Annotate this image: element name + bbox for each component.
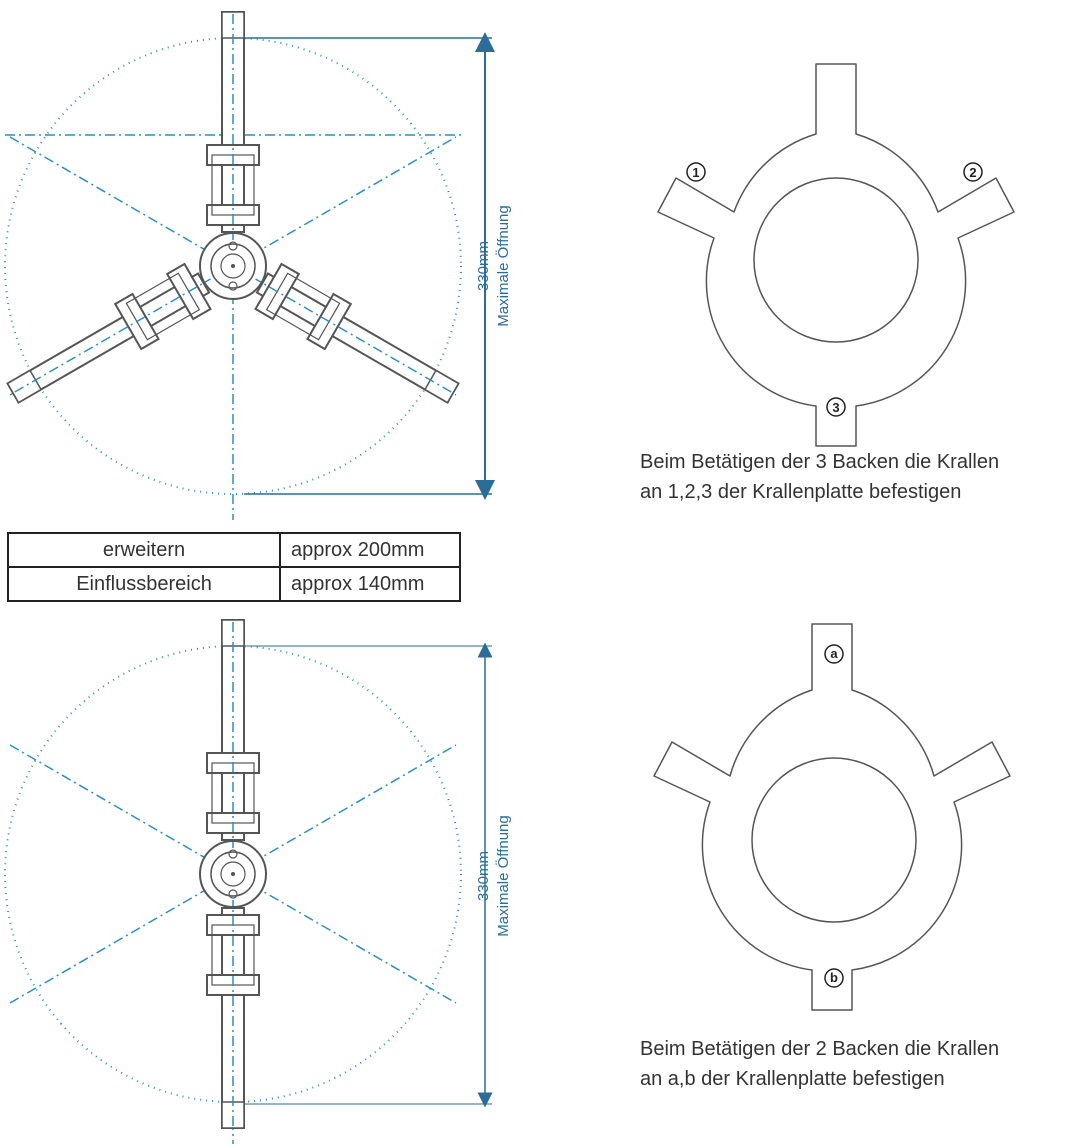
two-jaw-puller-drawing [5, 620, 512, 1144]
caption-line: an a,b der Krallenplatte befestigen [640, 1068, 945, 1090]
plate-bore [754, 178, 918, 342]
spec-table [7, 532, 461, 602]
marker-1 [687, 163, 705, 181]
dimension-bottom-label: Maximale Öffnung [495, 815, 512, 937]
marker-1-label: 1 [692, 165, 700, 180]
claw-plate-three [658, 64, 1014, 446]
table-row [8, 533, 460, 567]
marker-3 [827, 398, 845, 416]
dimension-bottom [244, 646, 512, 1104]
marker-2 [964, 163, 982, 181]
caption-three-jaw [640, 447, 1080, 507]
arm-lower-right [0, 256, 223, 415]
spec-value: approx 140mm [280, 567, 460, 601]
spec-label: erweitern [8, 533, 280, 567]
claw-plate-two [654, 624, 1010, 1010]
marker-3-label: 3 [832, 400, 840, 415]
dimension-top-value: 330mm [475, 240, 492, 292]
marker-a [825, 645, 843, 663]
arm-vertical [207, 12, 259, 240]
table-row [8, 567, 460, 601]
arm-lower-left [243, 256, 466, 415]
marker-a-label: a [830, 646, 838, 661]
arm-down [207, 900, 259, 1128]
dimension-bottom-value: 330mm [475, 850, 492, 902]
marker-b-label: b [830, 970, 838, 985]
spec-value: approx 200mm [280, 533, 460, 567]
caption-line: an 1,2,3 der Krallenplatte befestigen [640, 481, 962, 503]
arm-up [207, 620, 259, 848]
caption-line: Beim Betätigen der 3 Backen die Krallen [640, 451, 1000, 473]
three-jaw-puller-drawing [0, 12, 512, 520]
dimension-top-label: Maximale Öffnung [495, 205, 512, 327]
marker-2-label: 2 [969, 165, 977, 180]
caption-two-jaw [640, 1034, 1080, 1094]
caption-line: Beim Betätigen der 2 Backen die Krallen [640, 1038, 1000, 1060]
spec-label: Einflussbereich [8, 567, 280, 601]
plate-two-bore [752, 758, 916, 922]
marker-b [825, 969, 843, 987]
